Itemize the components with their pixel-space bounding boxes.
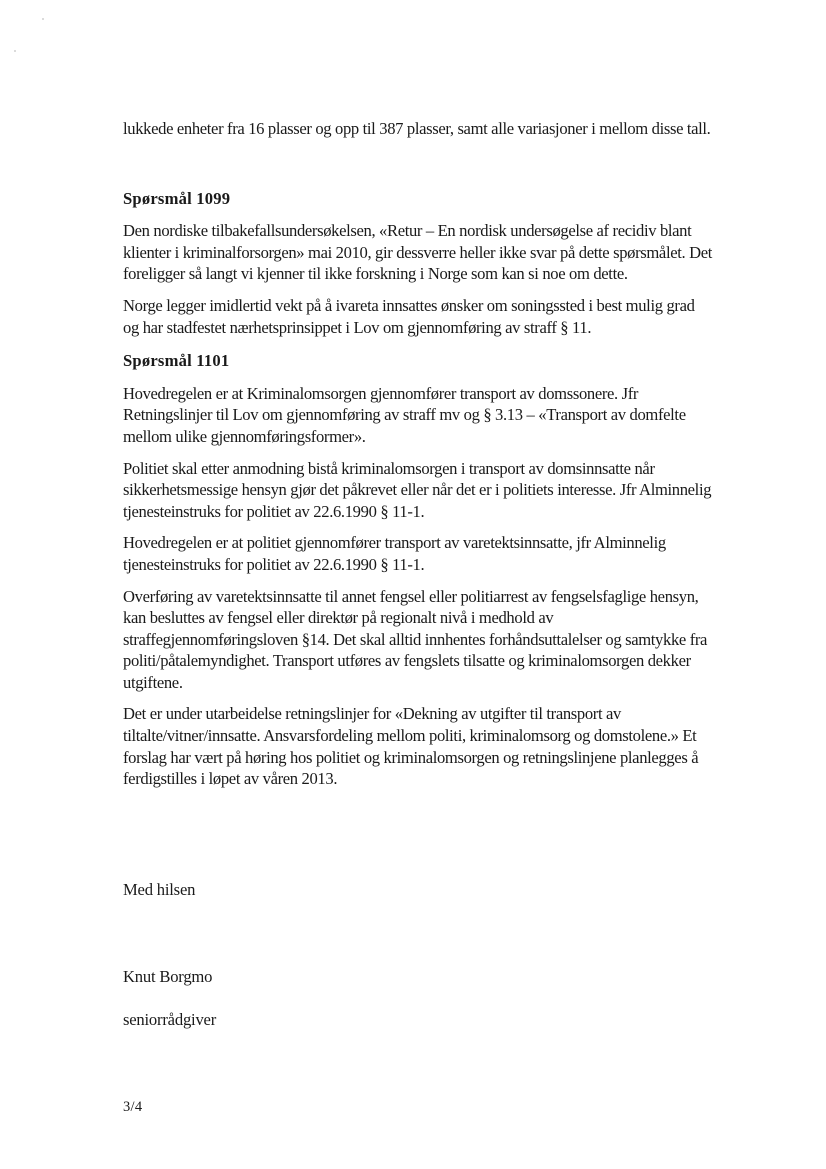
letter-body <box>123 118 713 800</box>
signer-title: seniorrådgiver <box>123 1009 217 1029</box>
scan-speck <box>14 50 16 52</box>
signer-name: Knut Borgmo <box>123 966 213 986</box>
paragraph-1101-1: Hovedregelen er at Kriminalomsorgen gjennomfører transport av domssonere. Jfr Retningslinjer til Lov om gjennomføring av straff mv og § 3.13 – «Transport av domfelte mellom ulike gjennomføringsformer». <box>123 383 686 446</box>
paragraph-1099-2: Norge legger imidlertid vekt på å ivareta innsattes ønsker om soningssted i best mulig grad og har stadfestet nærhetsprinsippet i Lov om gjennomføring av straff § 11. <box>123 295 695 337</box>
scan-speck <box>42 18 44 20</box>
section-heading-1101: Spørsmål 1101 <box>123 351 230 371</box>
paragraph-1101-4: Overføring av varetektsinnsatte til annet fengsel eller politiarrest av fengselsfaglige hensyn, kan besluttes av fengsel eller direktør på regionalt nivå i medhold av straffegjennomføringsloven §14. Det skal alltid innhentes forhåndsuttalelser og samtykke fra politi/påtalemyndighet. Transport utføres av fengslets tilsatte og kriminalomsorgen dekker utgiftene. <box>123 586 708 692</box>
section-heading-1099: Spørsmål 1099 <box>123 188 231 208</box>
paragraph-1101-3: Hovedregelen er at politiet gjennomfører transport av varetektsinnsatte, jfr Alminnelig tjenesteinstruks for politiet av 22.6.1990 § 11-1. <box>123 533 666 574</box>
signature-block <box>123 944 216 1052</box>
closing-salutation: Med hilsen <box>123 880 196 899</box>
paragraph-1099-1: Den nordiske tilbakefallsundersøkelsen, «Retur – En nordisk undersøgelse af recidiv blant klienter i kriminalforsorgen» mai 2010, gir dessverre heller ikke svar på dette spørsmålet. Det foreligger så langt vi kjenner til ikke forskning i Norge som kan si noe om dette. <box>123 221 712 284</box>
paragraph-1101-2: Politiet skal etter anmodning bistå kriminalomsorgen i transport av domsinnsatte når sikkerhetsmessige hensyn gjør det påkrevet eller når det er i politiets interesse. Jfr Alminnelig tjenesteinstruks for politiet av 22.6.1990 § 11-1. <box>123 458 712 521</box>
paragraph-1101-5: Det er under utarbeidelse retningslinjer for «Dekning av utgifter til transport av tiltalte/vitner/innsatte. Ansvarsfordeling mellom politi, kriminalomsorg og domstolene.» Et forslag har vært på høring hos politiet og kriminalomsorgen og retningslinjene planlegges å ferdigstilles i løpet av våren 2013. <box>123 704 699 789</box>
intro-paragraph: lukkede enheter fra 16 plasser og opp til 387 plasser, samt alle variasjoner i mellom disse tall. <box>123 119 711 138</box>
page-number: 3/4 <box>123 1099 143 1115</box>
